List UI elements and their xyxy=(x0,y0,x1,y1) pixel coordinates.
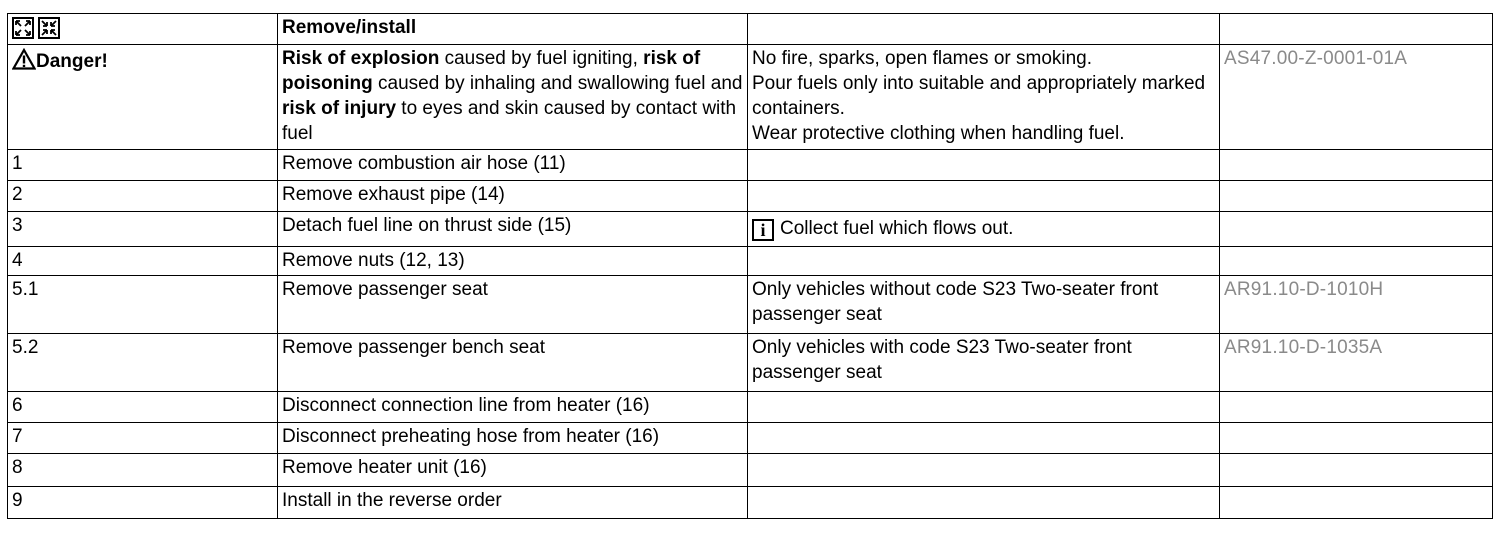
header-empty-cell xyxy=(1220,14,1493,45)
step-action: Remove passenger bench seat xyxy=(278,334,748,392)
step-action: Remove passenger seat xyxy=(278,276,748,334)
document-reference-link[interactable]: AS47.00-Z-0001-01A xyxy=(1224,48,1408,69)
step-note-cell xyxy=(748,454,1220,487)
info-icon: i xyxy=(752,219,774,241)
step-note-cell xyxy=(748,392,1220,423)
step-note-cell xyxy=(748,334,1220,392)
step-note-cell xyxy=(748,276,1220,334)
step-row xyxy=(8,150,1493,181)
step-row xyxy=(8,181,1493,212)
step-number: 2 xyxy=(8,181,278,212)
step-number: 9 xyxy=(8,487,278,519)
collapse-icon[interactable] xyxy=(38,17,60,39)
step-row xyxy=(8,247,1493,276)
step-note-cell xyxy=(748,150,1220,181)
header-icons-cell xyxy=(8,14,278,45)
step-action: Remove heater unit (16) xyxy=(278,454,748,487)
step-ref-cell xyxy=(1220,247,1493,276)
danger-measures-cell xyxy=(748,45,1220,150)
step-action: Disconnect connection line from heater (16) xyxy=(278,392,748,423)
step-number: 7 xyxy=(8,423,278,454)
step-note-cell xyxy=(748,487,1220,519)
risk-text: to eyes and skin caused by contact with fuel xyxy=(282,98,737,144)
step-row xyxy=(8,454,1493,487)
step-row xyxy=(8,392,1493,423)
step-ref-cell xyxy=(1220,423,1493,454)
step-ref-cell xyxy=(1220,487,1493,519)
step-number: 6 xyxy=(8,392,278,423)
step-number: 8 xyxy=(8,454,278,487)
procedure-table xyxy=(7,13,1493,519)
step-note-cell xyxy=(748,247,1220,276)
risk-emphasis: risk of injury xyxy=(282,98,397,119)
step-row xyxy=(8,423,1493,454)
danger-risk-cell xyxy=(278,45,748,150)
step-ref-cell xyxy=(1220,212,1493,247)
step-row xyxy=(8,334,1493,392)
step-row xyxy=(8,276,1493,334)
header-empty-cell xyxy=(748,14,1220,45)
warning-triangle-icon xyxy=(12,48,36,70)
danger-label-cell xyxy=(8,45,278,150)
risk-text: caused by fuel igniting, xyxy=(439,48,644,69)
step-action: Disconnect preheating hose from heater (16) xyxy=(278,423,748,454)
step-note: Collect fuel which flows out. xyxy=(780,218,1014,239)
danger-label: Danger! xyxy=(36,51,108,72)
step-ref-cell xyxy=(1220,454,1493,487)
safety-measure: No fire, sparks, open flames or smoking. xyxy=(752,48,1093,69)
step-action: Remove exhaust pipe (14) xyxy=(278,181,748,212)
step-action: Remove nuts (12, 13) xyxy=(278,247,748,276)
expand-icon[interactable] xyxy=(12,17,34,39)
step-note-cell xyxy=(748,423,1220,454)
danger-ref-cell xyxy=(1220,45,1493,150)
step-number: 5.2 xyxy=(8,334,278,392)
risk-text: caused by inhaling and swallowing fuel and xyxy=(372,73,743,94)
step-note-cell xyxy=(748,181,1220,212)
danger-row xyxy=(8,45,1493,150)
document-reference-link[interactable]: AR91.10-D-1035A xyxy=(1224,337,1383,358)
step-ref-cell xyxy=(1220,392,1493,423)
step-row xyxy=(8,487,1493,519)
step-note: Only vehicles without code S23 Two-seater front passenger seat xyxy=(752,279,1159,325)
step-action: Install in the reverse order xyxy=(278,487,748,519)
risk-emphasis: risk of poisoning xyxy=(282,48,701,94)
step-ref-cell xyxy=(1220,150,1493,181)
step-ref-cell xyxy=(1220,334,1493,392)
step-action: Detach fuel line on thrust side (15) xyxy=(278,212,748,247)
step-note-cell xyxy=(748,212,1220,247)
safety-measure: Pour fuels only into suitable and appropriately marked containers. xyxy=(752,73,1206,119)
step-number: 3 xyxy=(8,212,278,247)
step-note: Only vehicles with code S23 Two-seater front passenger seat xyxy=(752,337,1132,383)
safety-measure: Wear protective clothing when handling fuel. xyxy=(752,123,1125,144)
risk-emphasis: Risk of explosion xyxy=(282,48,440,69)
step-number: 5.1 xyxy=(8,276,278,334)
step-action: Remove combustion air hose (11) xyxy=(278,150,748,181)
step-number: 4 xyxy=(8,247,278,276)
step-ref-cell xyxy=(1220,276,1493,334)
header-row xyxy=(8,14,1493,45)
step-number: 1 xyxy=(8,150,278,181)
document-reference-link[interactable]: AR91.10-D-1010H xyxy=(1224,279,1384,300)
step-row xyxy=(8,212,1493,247)
header-title: Remove/install xyxy=(278,14,748,45)
step-ref-cell xyxy=(1220,181,1493,212)
